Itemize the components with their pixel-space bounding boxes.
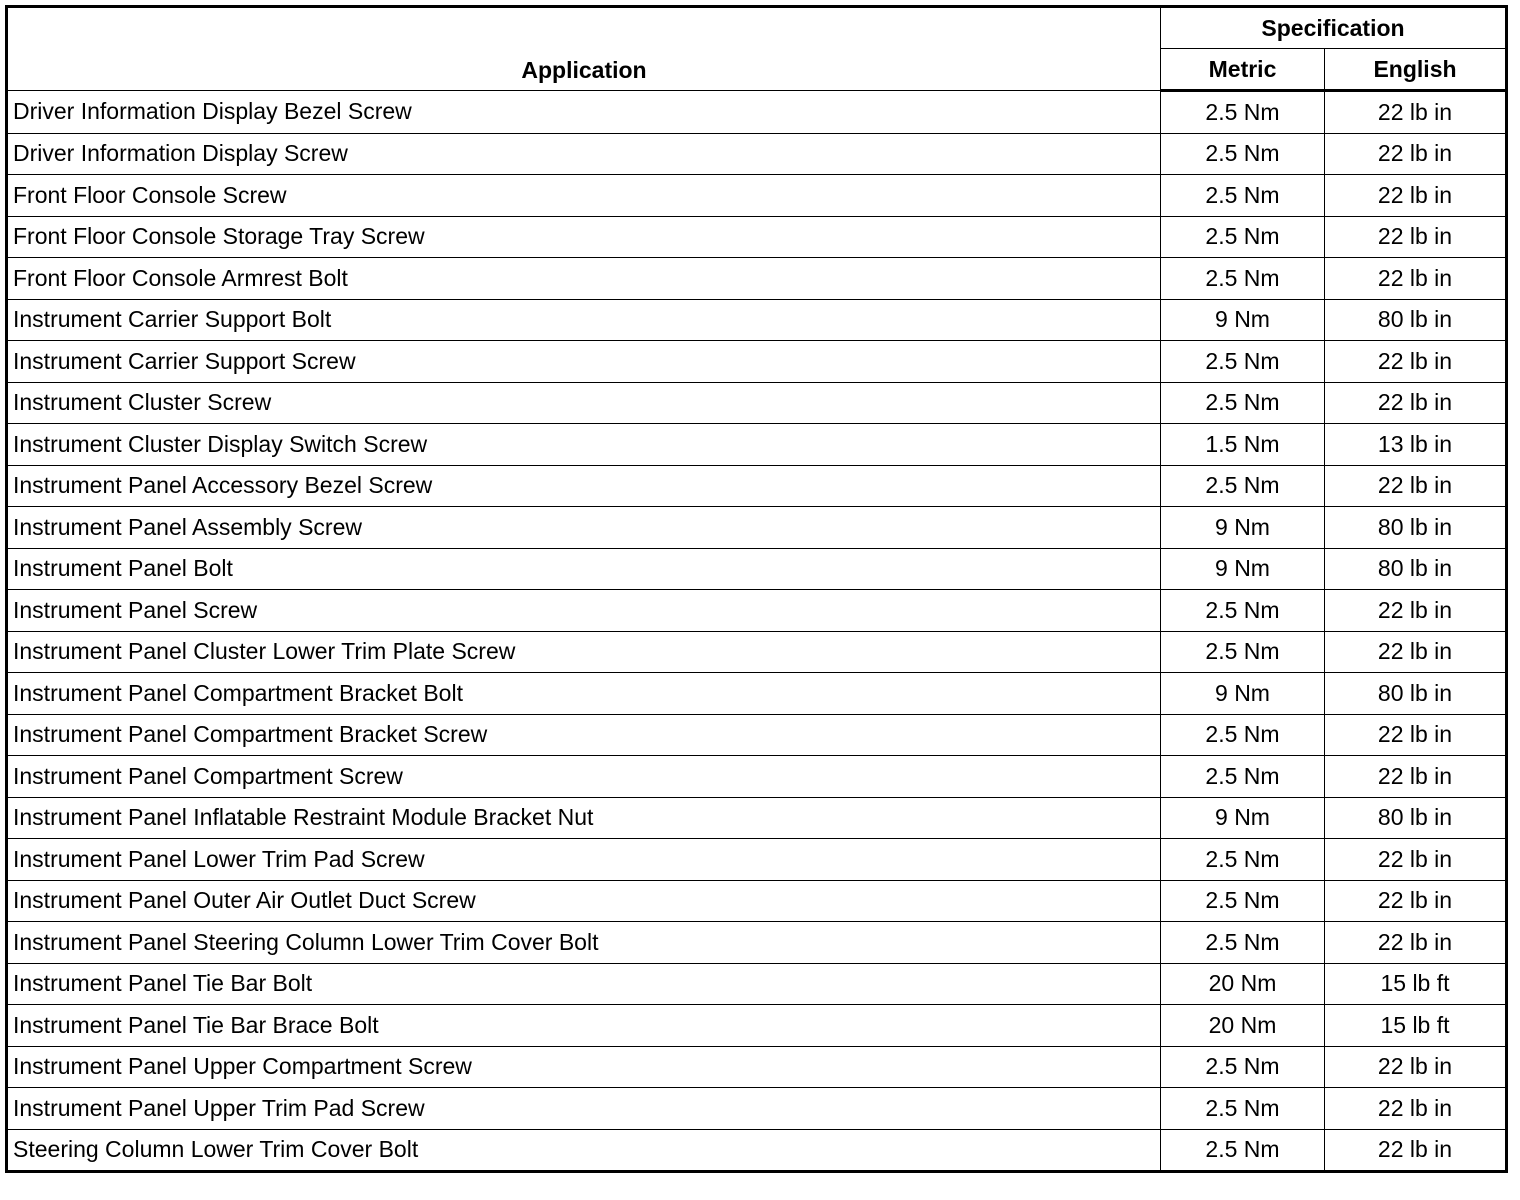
application-cell: Instrument Panel Bolt bbox=[7, 548, 1161, 590]
table-row bbox=[7, 1046, 1507, 1088]
metric-cell: 1.5 Nm bbox=[1161, 424, 1325, 466]
metric-cell: 9 Nm bbox=[1161, 548, 1325, 590]
english-cell: 80 lb in bbox=[1325, 673, 1507, 715]
english-cell: 22 lb in bbox=[1325, 341, 1507, 383]
metric-cell: 2.5 Nm bbox=[1161, 1046, 1325, 1088]
table-row bbox=[7, 133, 1507, 175]
application-cell: Instrument Panel Upper Compartment Screw bbox=[7, 1046, 1161, 1088]
table-header bbox=[7, 7, 1507, 91]
application-cell: Instrument Panel Compartment Bracket Bolt bbox=[7, 673, 1161, 715]
table-row bbox=[7, 797, 1507, 839]
application-cell: Instrument Panel Screw bbox=[7, 590, 1161, 632]
application-cell: Driver Information Display Bezel Screw bbox=[7, 91, 1161, 134]
application-cell: Instrument Panel Compartment Bracket Screw bbox=[7, 714, 1161, 756]
specification-column-header: Specification bbox=[1161, 7, 1507, 49]
english-cell: 22 lb in bbox=[1325, 91, 1507, 134]
metric-cell: 20 Nm bbox=[1161, 963, 1325, 1005]
table-row bbox=[7, 341, 1507, 383]
metric-cell: 2.5 Nm bbox=[1161, 880, 1325, 922]
application-cell: Instrument Cluster Display Switch Screw bbox=[7, 424, 1161, 466]
table-row bbox=[7, 880, 1507, 922]
application-cell: Instrument Panel Assembly Screw bbox=[7, 507, 1161, 549]
table-row bbox=[7, 631, 1507, 673]
metric-cell: 2.5 Nm bbox=[1161, 1088, 1325, 1130]
torque-spec-document bbox=[5, 5, 1508, 1173]
metric-cell: 9 Nm bbox=[1161, 299, 1325, 341]
metric-cell: 9 Nm bbox=[1161, 797, 1325, 839]
table-row bbox=[7, 382, 1507, 424]
metric-cell: 2.5 Nm bbox=[1161, 382, 1325, 424]
table-row bbox=[7, 1129, 1507, 1172]
application-cell: Instrument Panel Tie Bar Bolt bbox=[7, 963, 1161, 1005]
metric-cell: 2.5 Nm bbox=[1161, 714, 1325, 756]
metric-column-header: Metric bbox=[1161, 49, 1325, 91]
english-cell: 22 lb in bbox=[1325, 258, 1507, 300]
english-cell: 22 lb in bbox=[1325, 922, 1507, 964]
english-cell: 22 lb in bbox=[1325, 1046, 1507, 1088]
english-cell: 80 lb in bbox=[1325, 299, 1507, 341]
table-row bbox=[7, 91, 1507, 134]
english-cell: 22 lb in bbox=[1325, 216, 1507, 258]
metric-cell: 9 Nm bbox=[1161, 673, 1325, 715]
application-column-header: Application bbox=[7, 7, 1161, 91]
application-cell: Instrument Panel Cluster Lower Trim Plate Screw bbox=[7, 631, 1161, 673]
metric-cell: 2.5 Nm bbox=[1161, 341, 1325, 383]
english-cell: 15 lb ft bbox=[1325, 1005, 1507, 1047]
metric-cell: 2.5 Nm bbox=[1161, 631, 1325, 673]
application-cell: Instrument Carrier Support Bolt bbox=[7, 299, 1161, 341]
metric-cell: 2.5 Nm bbox=[1161, 133, 1325, 175]
english-cell: 22 lb in bbox=[1325, 133, 1507, 175]
table-row bbox=[7, 590, 1507, 632]
fastener-torque-table bbox=[5, 5, 1508, 1173]
table-body bbox=[7, 91, 1507, 1172]
table-row bbox=[7, 756, 1507, 798]
metric-cell: 2.5 Nm bbox=[1161, 1129, 1325, 1172]
english-cell: 22 lb in bbox=[1325, 465, 1507, 507]
application-cell: Front Floor Console Storage Tray Screw bbox=[7, 216, 1161, 258]
english-cell: 22 lb in bbox=[1325, 590, 1507, 632]
table-row bbox=[7, 922, 1507, 964]
table-row bbox=[7, 424, 1507, 466]
english-cell: 13 lb in bbox=[1325, 424, 1507, 466]
application-cell: Steering Column Lower Trim Cover Bolt bbox=[7, 1129, 1161, 1172]
english-cell: 22 lb in bbox=[1325, 382, 1507, 424]
application-cell: Instrument Panel Steering Column Lower Trim Cover Bolt bbox=[7, 922, 1161, 964]
english-cell: 22 lb in bbox=[1325, 1088, 1507, 1130]
application-cell: Driver Information Display Screw bbox=[7, 133, 1161, 175]
application-cell: Instrument Panel Lower Trim Pad Screw bbox=[7, 839, 1161, 881]
english-cell: 80 lb in bbox=[1325, 548, 1507, 590]
table-row bbox=[7, 216, 1507, 258]
application-cell: Instrument Panel Upper Trim Pad Screw bbox=[7, 1088, 1161, 1130]
metric-cell: 2.5 Nm bbox=[1161, 175, 1325, 217]
application-cell: Front Floor Console Armrest Bolt bbox=[7, 258, 1161, 300]
table-row bbox=[7, 839, 1507, 881]
application-cell: Instrument Panel Outer Air Outlet Duct Screw bbox=[7, 880, 1161, 922]
metric-cell: 2.5 Nm bbox=[1161, 590, 1325, 632]
english-cell: 22 lb in bbox=[1325, 756, 1507, 798]
table-row bbox=[7, 963, 1507, 1005]
table-row bbox=[7, 465, 1507, 507]
application-cell: Instrument Panel Accessory Bezel Screw bbox=[7, 465, 1161, 507]
application-cell: Instrument Cluster Screw bbox=[7, 382, 1161, 424]
english-column-header: English bbox=[1325, 49, 1507, 91]
application-cell: Instrument Carrier Support Screw bbox=[7, 341, 1161, 383]
english-cell: 22 lb in bbox=[1325, 880, 1507, 922]
table-row bbox=[7, 175, 1507, 217]
metric-cell: 2.5 Nm bbox=[1161, 922, 1325, 964]
english-cell: 15 lb ft bbox=[1325, 963, 1507, 1005]
table-row bbox=[7, 1088, 1507, 1130]
metric-cell: 2.5 Nm bbox=[1161, 91, 1325, 134]
metric-cell: 9 Nm bbox=[1161, 507, 1325, 549]
application-cell: Instrument Panel Compartment Screw bbox=[7, 756, 1161, 798]
application-cell: Instrument Panel Tie Bar Brace Bolt bbox=[7, 1005, 1161, 1047]
metric-cell: 2.5 Nm bbox=[1161, 258, 1325, 300]
english-cell: 22 lb in bbox=[1325, 714, 1507, 756]
metric-cell: 2.5 Nm bbox=[1161, 216, 1325, 258]
metric-cell: 20 Nm bbox=[1161, 1005, 1325, 1047]
table-row bbox=[7, 548, 1507, 590]
application-cell: Instrument Panel Inflatable Restraint Module Bracket Nut bbox=[7, 797, 1161, 839]
english-cell: 80 lb in bbox=[1325, 797, 1507, 839]
english-cell: 80 lb in bbox=[1325, 507, 1507, 549]
table-row bbox=[7, 673, 1507, 715]
table-row bbox=[7, 258, 1507, 300]
metric-cell: 2.5 Nm bbox=[1161, 756, 1325, 798]
application-cell: Front Floor Console Screw bbox=[7, 175, 1161, 217]
table-row bbox=[7, 714, 1507, 756]
table-row bbox=[7, 507, 1507, 549]
metric-cell: 2.5 Nm bbox=[1161, 839, 1325, 881]
english-cell: 22 lb in bbox=[1325, 631, 1507, 673]
table-row bbox=[7, 299, 1507, 341]
metric-cell: 2.5 Nm bbox=[1161, 465, 1325, 507]
english-cell: 22 lb in bbox=[1325, 1129, 1507, 1172]
table-row bbox=[7, 1005, 1507, 1047]
english-cell: 22 lb in bbox=[1325, 175, 1507, 217]
english-cell: 22 lb in bbox=[1325, 839, 1507, 881]
